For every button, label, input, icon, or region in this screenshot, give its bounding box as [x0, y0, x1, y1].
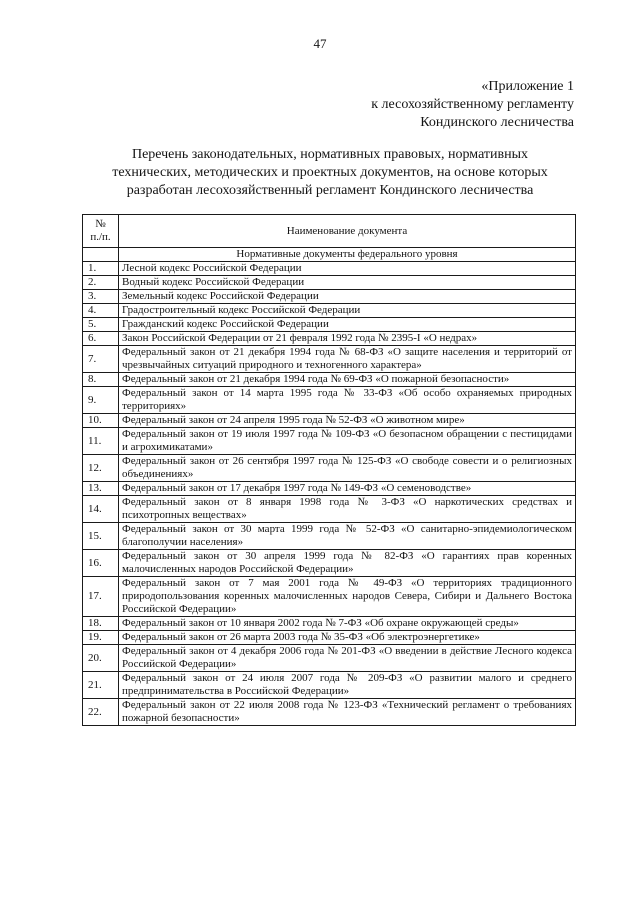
row-number: 20.	[83, 645, 119, 672]
row-document-name: Федеральный закон от 4 декабря 2006 года № 201-ФЗ «О введении в действие Лесного кодекса Российской Федерации»	[119, 645, 576, 672]
table-row	[83, 304, 576, 318]
row-document-name: Федеральный закон от 22 июля 2008 года № 123-ФЗ «Технический регламент о требованиях пожарной безопасности»	[119, 699, 576, 726]
row-number: 9.	[83, 387, 119, 414]
row-number: 14.	[83, 496, 119, 523]
table-row	[83, 387, 576, 414]
table-row	[83, 617, 576, 631]
row-number: 11.	[83, 428, 119, 455]
row-document-name: Федеральный закон от 26 марта 2003 года № 35-ФЗ «Об электроэнергетике»	[119, 631, 576, 645]
table-row	[83, 455, 576, 482]
table-row	[83, 276, 576, 290]
row-document-name: Федеральный закон от 8 января 1998 года № 3-ФЗ «О наркотических средствах и психотропных веществах»	[119, 496, 576, 523]
table-row	[83, 482, 576, 496]
title-line-2: технических, методических и проектных документов, на основе которых	[112, 165, 548, 180]
table-row	[83, 373, 576, 387]
row-number: 5.	[83, 318, 119, 332]
table-row	[83, 672, 576, 699]
table-row	[83, 523, 576, 550]
row-document-name: Градостроительный кодекс Российской Федерации	[119, 304, 576, 318]
documents-table	[82, 214, 576, 726]
row-document-name: Водный кодекс Российской Федерации	[119, 276, 576, 290]
title-line-3: разработан лесохозяйственный регламент Кондинского лесничества	[126, 183, 534, 198]
row-document-name: Федеральный закон от 14 марта 1995 года № 33-ФЗ «Об особо охраняемых природных территориях»	[119, 387, 576, 414]
table-row	[83, 645, 576, 672]
table-row	[83, 414, 576, 428]
page-number: 47	[313, 36, 327, 51]
appendix-line-2: к лесохозяйственному регламенту	[371, 97, 574, 112]
row-document-name: Федеральный закон от 24 июля 2007 года № 209-ФЗ «О развитии малого и среднего предпринимательства в Российской Федерации»	[119, 672, 576, 699]
row-document-name: Лесной кодекс Российской Федерации	[119, 262, 576, 276]
row-number: 4.	[83, 304, 119, 318]
section-empty-cell	[83, 248, 119, 262]
row-number: 3.	[83, 290, 119, 304]
row-number: 2.	[83, 276, 119, 290]
table-row	[83, 318, 576, 332]
row-document-name: Федеральный закон от 30 апреля 1999 года № 82-ФЗ «О гарантиях прав коренных малочисленных народов Российской Федерации»	[119, 550, 576, 577]
appendix-header	[371, 78, 574, 132]
table-body	[83, 248, 576, 726]
table-row	[83, 577, 576, 617]
row-number: 10.	[83, 414, 119, 428]
row-document-name: Гражданский кодекс Российской Федерации	[119, 318, 576, 332]
row-document-name: Закон Российской Федерации от 21 февраля 1992 года № 2395-I «О недрах»	[119, 332, 576, 346]
row-number: 8.	[83, 373, 119, 387]
row-number: 19.	[83, 631, 119, 645]
appendix-line-1: «Приложение 1	[481, 79, 574, 94]
row-number: 22.	[83, 699, 119, 726]
row-number: 6.	[83, 332, 119, 346]
table-row	[83, 699, 576, 726]
row-document-name: Федеральный закон от 19 июля 1997 года № 109-ФЗ «О безопасном обращении с пестицидами и агрохимикатами»	[119, 428, 576, 455]
row-number: 13.	[83, 482, 119, 496]
row-document-name: Федеральный закон от 17 декабря 1997 года № 149-ФЗ «О семеноводстве»	[119, 482, 576, 496]
row-document-name: Федеральный закон от 24 апреля 1995 года № 52-ФЗ «О животном мире»	[119, 414, 576, 428]
row-number: 16.	[83, 550, 119, 577]
table-row	[83, 332, 576, 346]
table-row	[83, 496, 576, 523]
section-title: Нормативные документы федерального уровня	[119, 248, 576, 262]
row-document-name: Земельный кодекс Российской Федерации	[119, 290, 576, 304]
table-row	[83, 550, 576, 577]
row-number: 12.	[83, 455, 119, 482]
column-header-number	[83, 215, 119, 248]
row-document-name: Федеральный закон от 21 декабря 1994 года № 68-ФЗ «О защите населения и территорий от чрезвычайных ситуаций природного и техногенного характера»	[119, 346, 576, 373]
row-document-name: Федеральный закон от 7 мая 2001 года № 49-ФЗ «О территориях традиционного природопользования коренных малочисленных народов Севера, Сибири и Дальнего Востока Российской Федерации»	[119, 577, 576, 617]
row-number: 21.	[83, 672, 119, 699]
table-row	[83, 290, 576, 304]
column-header-number-line-2: п./п.	[90, 231, 111, 243]
row-number: 15.	[83, 523, 119, 550]
table-row	[83, 262, 576, 276]
row-number: 1.	[83, 262, 119, 276]
row-number: 17.	[83, 577, 119, 617]
title-line-1: Перечень законодательных, нормативных правовых, нормативных	[131, 147, 529, 162]
section-row	[83, 248, 576, 262]
row-document-name: Федеральный закон от 21 декабря 1994 года № 69-ФЗ «О пожарной безопасности»	[119, 373, 576, 387]
appendix-line-3: Кондинского лесничества	[420, 115, 574, 130]
column-header-name: Наименование документа	[119, 215, 576, 248]
row-document-name: Федеральный закон от 10 января 2002 года № 7-ФЗ «Об охране окружающей среды»	[119, 617, 576, 631]
document-title	[60, 146, 600, 200]
table-header-row	[83, 215, 576, 248]
table-row	[83, 631, 576, 645]
row-document-name: Федеральный закон от 26 сентября 1997 года № 125-ФЗ «О свободе совести и о религиозных объединениях»	[119, 455, 576, 482]
column-header-number-line-1: №	[95, 218, 106, 230]
table-row	[83, 346, 576, 373]
row-number: 18.	[83, 617, 119, 631]
row-number: 7.	[83, 346, 119, 373]
row-document-name: Федеральный закон от 30 марта 1999 года № 52-ФЗ «О санитарно-эпидемиологическом благополучии населения»	[119, 523, 576, 550]
table-row	[83, 428, 576, 455]
